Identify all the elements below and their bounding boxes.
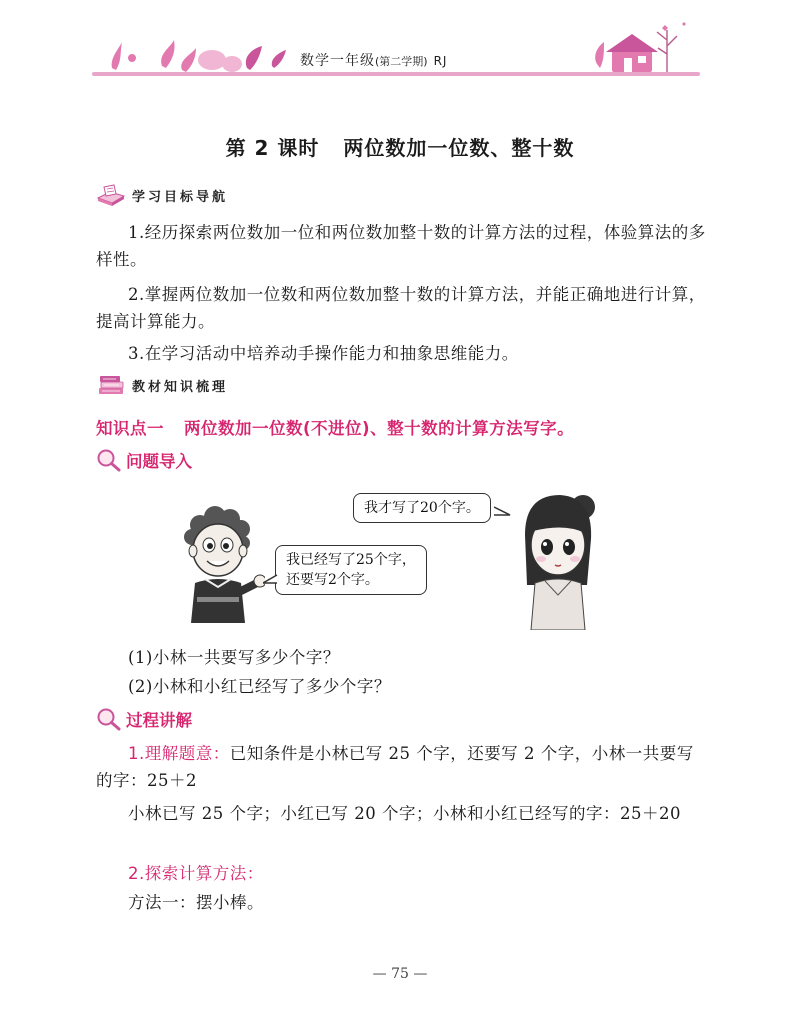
step-2-label: 2.探索计算方法：	[128, 864, 264, 883]
boy-bubble-tail	[263, 573, 279, 587]
intro-illustration	[175, 485, 615, 630]
intro-header	[96, 448, 192, 472]
knowledge-point-heading	[96, 415, 574, 439]
lesson-topic: 两位数加一位数、整十数	[343, 136, 575, 160]
girl-speech-bubble	[353, 493, 491, 523]
boy-figure	[175, 505, 265, 630]
header-rule	[92, 72, 700, 76]
section-knowledge-header	[96, 374, 228, 396]
boy-speech-bubble	[275, 545, 427, 595]
book-edition: RJ	[433, 54, 448, 68]
goal-item-3: 3.在学习活动中培养动手操作能力和抽象思维能力。	[128, 344, 519, 363]
girl-speech-text: 我才写了20个字。	[364, 500, 480, 516]
lesson-title	[0, 132, 800, 161]
goal-item-2: 2.掌握两位数加一位数和两位数加整十数的计算方法，并能正确地进行计算，提高计算能力。	[96, 285, 706, 331]
section-knowledge-title: 教材知识梳理	[132, 379, 229, 395]
goal-item-1: 1.经历探索两位数加一位和两位数加整十数的计算方法的过程，体验算法的多样性。	[96, 223, 706, 269]
page-number: — 75 —	[372, 966, 428, 982]
books-icon	[96, 374, 126, 396]
process-step-1	[96, 740, 706, 794]
section-goals-title: 学习目标导航	[132, 189, 229, 205]
header-title	[300, 50, 447, 70]
boy-speech-line-1: 我已经写了25个字，	[286, 552, 416, 568]
lesson-number: 第 2 课时	[225, 136, 320, 160]
section-goals-header	[96, 184, 228, 206]
intro-question-1: (1)小林一共要写多少个字？	[128, 648, 340, 667]
process-header	[96, 707, 192, 731]
magnifier-icon	[96, 707, 122, 731]
step-1-label: 1.理解题意：	[128, 744, 230, 763]
boy-speech-line-2: 还要写2个字。	[286, 572, 379, 588]
knowledge-point-title: 两位数加一位数(不进位)、整十数的计算方法写字。	[184, 419, 575, 438]
process-step-2	[96, 860, 706, 887]
step-1-text: 已知条件是小林已写 25 个字，还要写 2 个字，小林一共要写的字：25＋2	[96, 744, 694, 790]
knowledge-point-label: 知识点一	[96, 419, 164, 438]
intro-question-2: (2)小林和小红已经写了多少个字？	[128, 677, 391, 696]
process-step-1-more: 小林已写 25 个字；小红已写 20 个字；小林和小红已经写的字：25＋20	[128, 804, 681, 823]
book-title: 数学一年级	[300, 53, 375, 69]
process-title: 过程讲解	[126, 711, 192, 730]
method-1: 方法一：摆小棒。	[128, 893, 264, 912]
intro-title: 问题导入	[126, 452, 192, 471]
girl-figure	[505, 485, 605, 630]
magnifier-icon	[96, 448, 122, 472]
book-term: (第二学期)	[375, 55, 428, 68]
book-stack-icon	[96, 184, 126, 206]
